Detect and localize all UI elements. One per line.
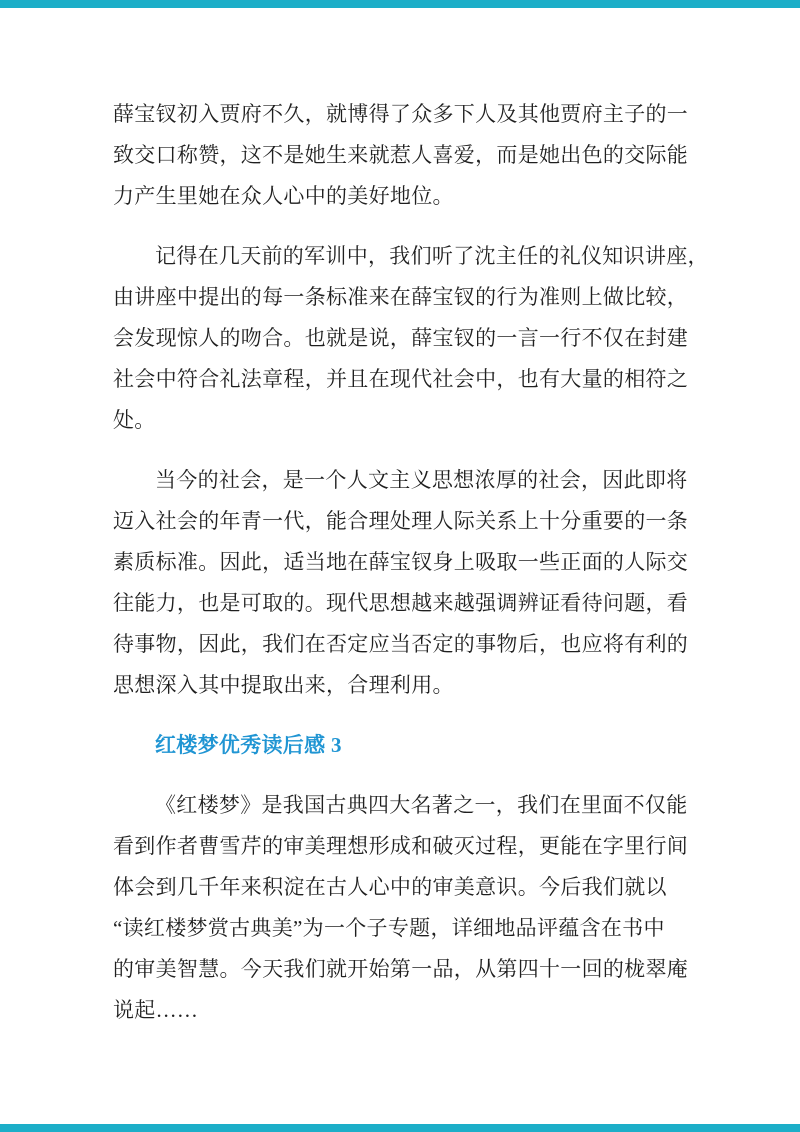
text-line: 说起……: [113, 998, 199, 1022]
text-line: 社会中符合礼法章程，并且在现代社会中，也有大量的相符之: [113, 367, 689, 391]
text-line: 的审美智慧。今天我们就开始第一品，从第四十一回的栊翠庵: [113, 957, 689, 981]
document-content: [113, 94, 709, 1050]
text-line: 由讲座中提出的每一条标准来在薛宝钗的行为准则上做比较，: [113, 285, 689, 309]
text-line: 会发现惊人的吻合。也就是说，薛宝钗的一言一行不仅在封建: [113, 326, 689, 350]
text-line: 往能力，也是可取的。现代思想越来越强调辨证看待问题，看: [113, 591, 689, 615]
text-line: 当今的社会，是一个人文主义思想浓厚的社会，因此即将: [155, 468, 688, 492]
text-line: 体会到几千年来积淀在古人心中的审美意识。今后我们就以: [113, 875, 667, 899]
paragraph: [113, 94, 691, 217]
paragraph: [113, 785, 691, 1031]
paragraph: [113, 460, 691, 706]
text-line: 《红楼梦》是我国古典四大名著之一，我们在里面不仅能: [155, 793, 688, 817]
text-line: 薛宝钗初入贾府不久，就博得了众多下人及其他贾府主子的一: [113, 102, 689, 126]
text-line: 力产生里她在众人心中的美好地位。: [113, 184, 454, 208]
text-line: 处。: [113, 408, 156, 432]
text-line: 看到作者曹雪芹的审美理想形成和破灭过程，更能在字里行间: [113, 834, 689, 858]
text-line: “读红楼梦赏古典美”为一个子专题，详细地品评蕴含在书中: [113, 916, 665, 940]
text-line: 素质标准。因此，适当地在薛宝钗身上吸取一些正面的人际交: [113, 550, 689, 574]
bottom-accent-bar: [0, 1124, 800, 1132]
top-accent-bar: [0, 0, 800, 8]
paragraph: [113, 236, 709, 441]
section-heading: 红楼梦优秀读后感 3: [155, 733, 342, 757]
text-line: 记得在几天前的军训中，我们听了沈主任的礼仪知识讲座，: [155, 244, 709, 268]
text-line: 思想深入其中提取出来，合理利用。: [113, 673, 454, 697]
text-line: 迈入社会的年青一代，能合理处理人际关系上十分重要的一条: [113, 509, 689, 533]
text-line: 待事物，因此，我们在否定应当否定的事物后，也应将有利的: [113, 632, 689, 656]
text-line: 致交口称赞，这不是她生来就惹人喜爱，而是她出色的交际能: [113, 143, 689, 167]
